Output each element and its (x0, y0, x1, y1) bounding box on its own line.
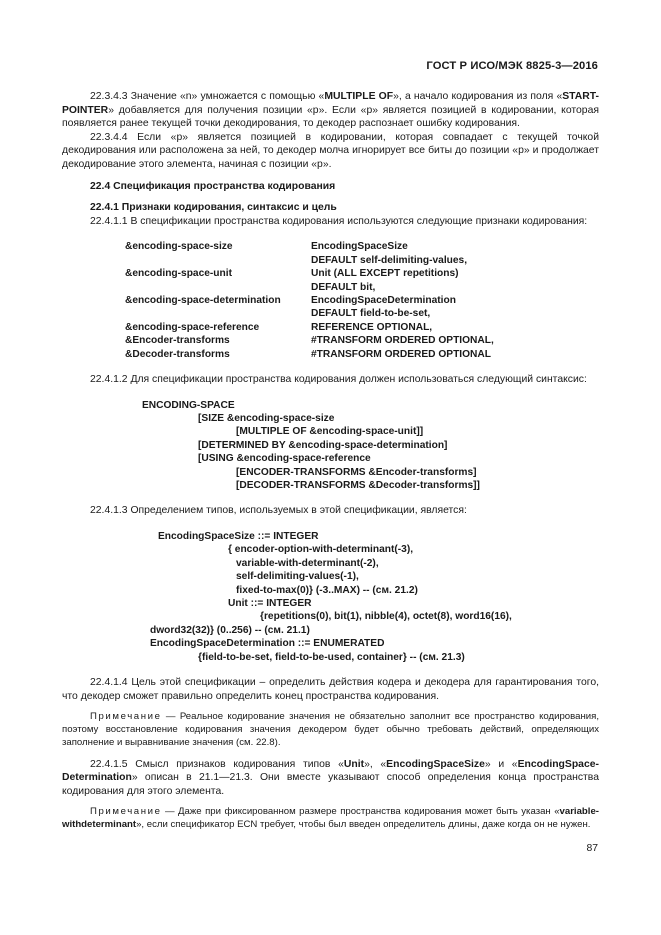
code-line: [USING &encoding-space-reference (198, 453, 371, 465)
code-line: variable-with-determinant(-2), (236, 557, 379, 569)
page-content (62, 90, 599, 832)
code-line: { encoder-option-with-determinant(-3), (228, 544, 414, 556)
code-line: [SIZE &encoding-space-size (198, 413, 335, 424)
syntax-block (62, 399, 599, 493)
code-line: dword32(32)} (0..256) -- (см. 21.1) (150, 624, 310, 636)
code-line: ENCODING-SPACE (142, 399, 235, 411)
section-heading-22-4-1: 22.4.1 Признаки кодирования, синтаксис и цель (90, 202, 337, 214)
attribute-row: &encoding-space-size EncodingSpaceSize (125, 241, 408, 253)
paragraph-22-4-1-1: 22.4.1.1 В спецификации пространства кодирования используются следующие признаки кодирования: (90, 215, 588, 227)
note-2: Примечание — Даже при фиксированном размере пространства кодирования может быть указан «variable-withdeterminant», если спецификатор ECN требует, чтобы был введен определитель длины, даже когда он не нужен. (62, 806, 599, 831)
code-line: [DECODER-TRANSFORMS &Decoder-transforms]] (236, 480, 480, 492)
code-line: {repetitions(0), bit(1), nibble(4), octet(8), word16(16), (260, 611, 512, 623)
code-line: self-delimiting-values(-1), (236, 571, 359, 583)
attribute-row: &Decoder-transforms #TRANSFORM ORDERED OPTIONAL (125, 348, 491, 360)
attribute-row: DEFAULT field-to-be-set, (311, 308, 431, 320)
attribute-row: DEFAULT self-delimiting-values, (311, 254, 468, 266)
paragraph-22-4-1-5: 22.4.1.5 Смысл признаков кодирования типов «Unit», «EncodingSpaceSize» и «EncodingSpace-Determination» описан в 21.1—21.3. Они вместе указывают способ определения конца пространства кодирования для этого элемента. (62, 758, 599, 797)
paragraph-22-4-1-2: 22.4.1.2 Для спецификации пространства кодирования должен использоваться следующий синтаксис: (90, 374, 587, 385)
page-number: 87 (586, 843, 598, 854)
code-line: EncodingSpaceDetermination ::= ENUMERATED (150, 638, 385, 650)
code-line: EncodingSpaceSize ::= INTEGER (158, 531, 319, 543)
paragraph-22-4-1-4: 22.4.1.4 Цель этой спецификации – определить действия кодера и декодера для гарантирования того, что декодер сможет правильно определить конец пространства кодирования. (62, 677, 599, 702)
encoding-attributes-list (125, 240, 599, 361)
code-line: [DETERMINED BY &encoding-space-determination] (198, 439, 448, 451)
type-definitions-block (62, 530, 599, 664)
section-heading-22-4: 22.4 Спецификация пространства кодирования (90, 180, 336, 192)
code-line: Unit ::= INTEGER (228, 598, 312, 610)
code-line: fixed-to-max(0)} (-3..MAX) -- (см. 21.2) (236, 584, 418, 596)
paragraph-22-3-4-3: 22.3.4.3 Значение «n» умножается с помощью «MULTIPLE OF», а начало кодирования из поля «START-POINTER» добавляется для получения позиции «p». Если «p» является позицией в кодировании, которая появляется ранее текущей точки декодирования, то декодер распознает ошибку кодирования. (62, 91, 599, 130)
paragraph-22-3-4-4: 22.3.4.4 Если «p» является позицией в кодировании, которая совпадает с текущей точкой декодирования или расположена за ней, то декодер молча игнорирует все биты до позиции «p» и продолжает декодирование этого элемента, начиная с позиции «p». (62, 131, 599, 170)
attribute-row: &encoding-space-unit Unit (ALL EXCEPT repetitions) (125, 268, 459, 280)
note-1: Примечание — Реальное кодирование значения не обязательно заполнит все пространство кодирования, поэтому восстановление кодирования значения декодером будет обычно требовать действий, определяющих заполнение и выравнивание значения (см. 22.8). (62, 711, 599, 748)
page-header: ГОСТ Р ИСО/МЭК 8825-3—2016 (426, 60, 598, 72)
code-line: [ENCODER-TRANSFORMS &Encoder-transforms] (236, 466, 477, 478)
code-line: {field-to-be-set, field-to-be-used, container} -- (см. 21.3) (198, 651, 465, 663)
attribute-row: &Encoder-transforms #TRANSFORM ORDERED OPTIONAL, (125, 335, 494, 347)
attribute-row: &encoding-space-reference REFERENCE OPTIONAL, (125, 321, 433, 333)
attribute-row: DEFAULT bit, (311, 281, 376, 293)
attribute-row: &encoding-space-determination EncodingSpaceDetermination (125, 294, 456, 306)
paragraph-22-4-1-3: 22.4.1.3 Определением типов, используемых в этой спецификации, является: (90, 505, 467, 517)
code-line: [MULTIPLE OF &encoding-space-unit]] (236, 426, 424, 438)
